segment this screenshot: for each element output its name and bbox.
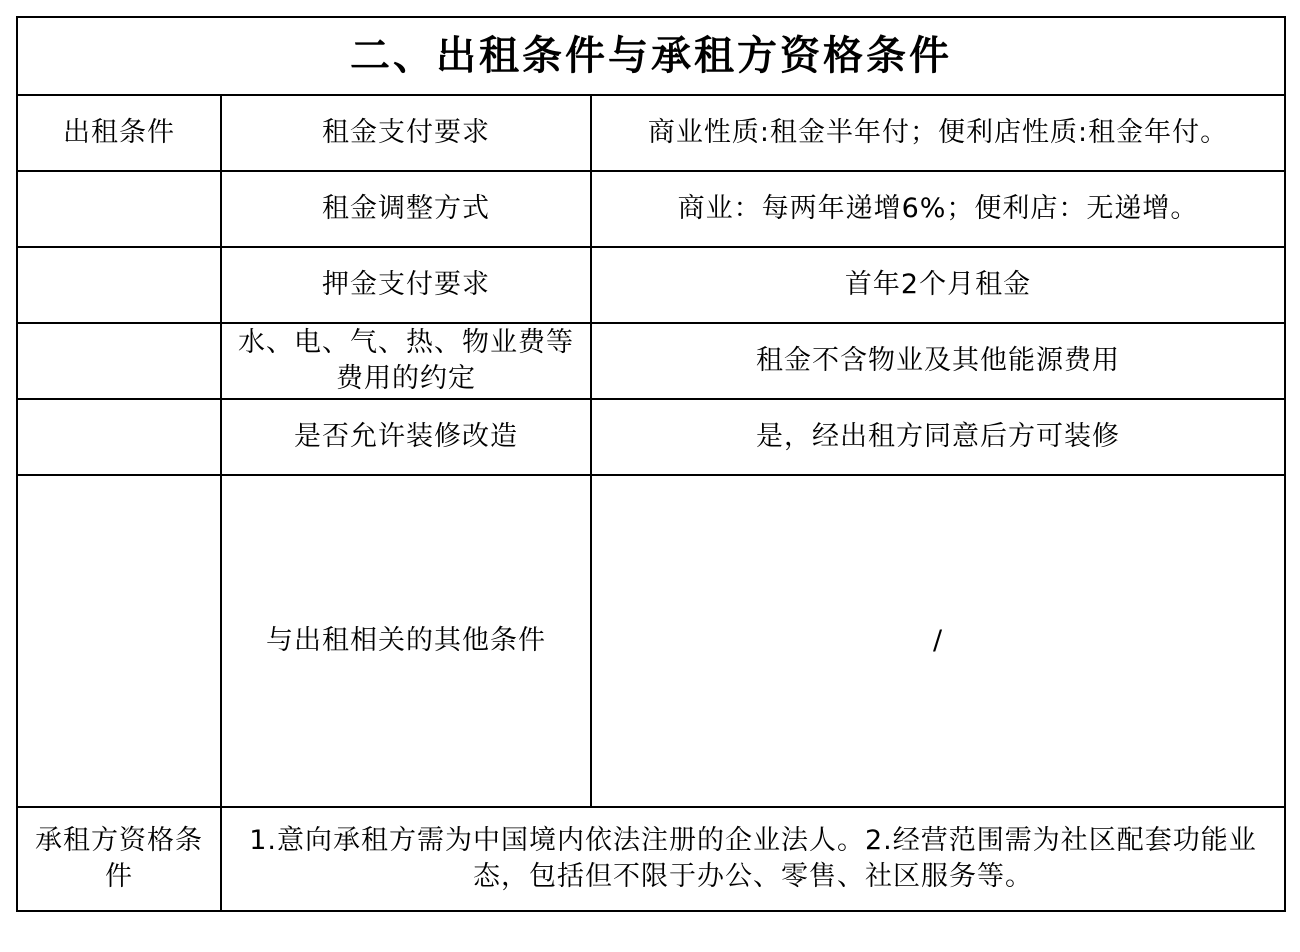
condition-item: 租金支付要求 <box>221 95 591 171</box>
qualification-value: 1.意向承租方需为中国境内依法注册的企业法人。2.经营范围需为社区配套功能业态，包括但不限于办公、零售、社区服务等。 <box>221 807 1285 911</box>
condition-value: / <box>591 475 1285 807</box>
condition-value: 商业：每两年递增6%；便利店：无递增。 <box>591 171 1285 247</box>
condition-item: 与出租相关的其他条件 <box>221 475 591 807</box>
condition-item: 租金调整方式 <box>221 171 591 247</box>
empty-cell <box>17 475 221 807</box>
document-title: 二、出租条件与承租方资格条件 <box>17 17 1285 95</box>
qualification-label: 承租方资格条件 <box>17 807 221 911</box>
table-row <box>17 171 1285 247</box>
table-row <box>17 475 1285 807</box>
table-row <box>17 399 1285 475</box>
empty-cell <box>17 247 221 323</box>
condition-value: 租金不含物业及其他能源费用 <box>591 323 1285 399</box>
table-row <box>17 323 1285 399</box>
table-row <box>17 807 1285 911</box>
table-row <box>17 247 1285 323</box>
table-row <box>17 95 1285 171</box>
condition-item: 水、电、气、热、物业费等费用的约定 <box>221 323 591 399</box>
empty-cell <box>17 399 221 475</box>
empty-cell <box>17 171 221 247</box>
condition-item: 押金支付要求 <box>221 247 591 323</box>
empty-cell <box>17 323 221 399</box>
condition-value: 是，经出租方同意后方可装修 <box>591 399 1285 475</box>
condition-item: 是否允许装修改造 <box>221 399 591 475</box>
conditions-table <box>16 16 1286 912</box>
section-label-lease-conditions: 出租条件 <box>17 95 221 171</box>
title-row <box>17 17 1285 95</box>
condition-value: 商业性质:租金半年付；便利店性质:租金年付。 <box>591 95 1285 171</box>
condition-value: 首年2个月租金 <box>591 247 1285 323</box>
